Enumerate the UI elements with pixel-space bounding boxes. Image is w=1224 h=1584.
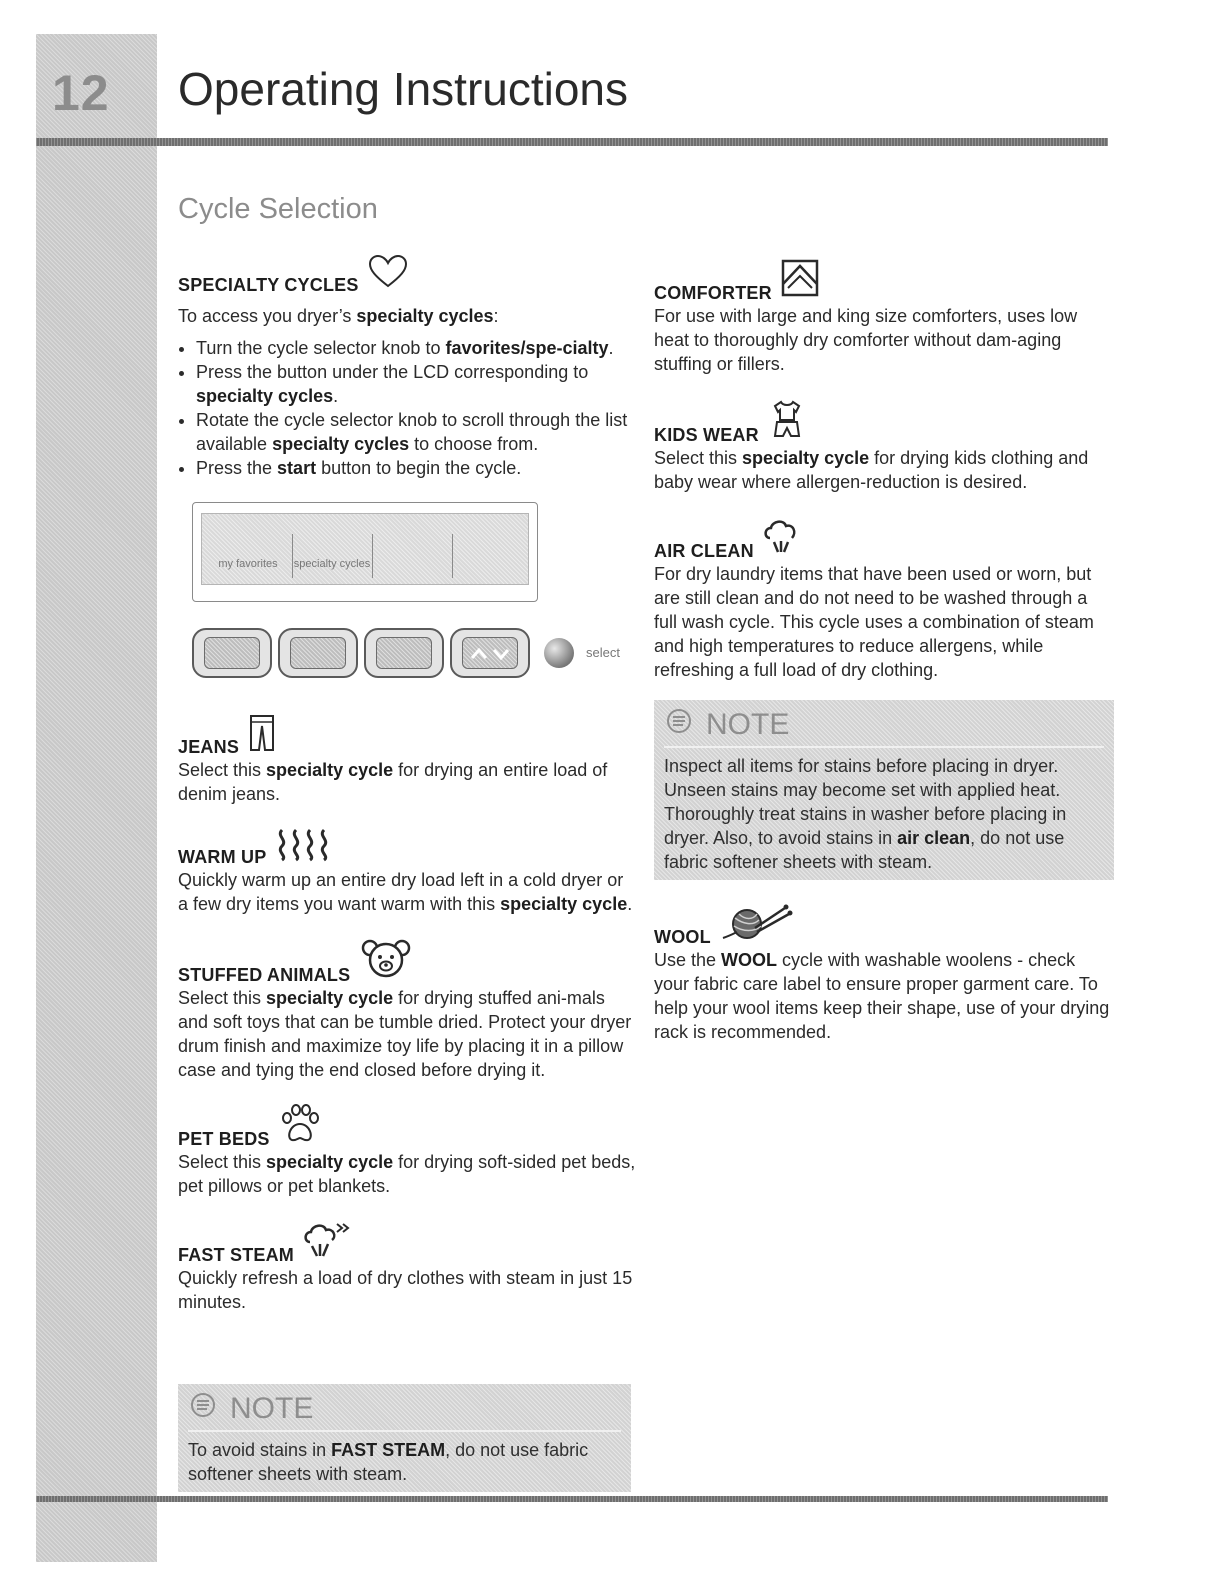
cycle-comforter: COMFORTER For use with large and king size comforters, uses low heat to thoroughly dry comforter without dam-aging stuffing or fillers. <box>654 258 1114 376</box>
note-title: NOTE <box>706 708 790 741</box>
lcd-display <box>201 513 529 585</box>
baby-clothes-icon <box>767 398 807 446</box>
note-box-stains: NOTE Inspect all items for stains before placing in dryer. Unseen stains may become set with applied heat. Thoroughly treat stains in washer before placing in dryer. Also, to avoid stains in air clean, do not use fabric softener sheets with steam. <box>654 700 1114 880</box>
lcd-label-my-favorites: my favorites <box>218 558 278 570</box>
cycle-stuffed-animals: STUFFED ANIMALS Select this specialty cycle for drying stuffed ani-mals and soft toys that can be tumble dried. Protect your dryer drum finish and maximize toy life by placing it in a pillow case and tying the end closed before drying it. <box>178 938 638 1082</box>
footer-rule <box>36 1496 1108 1502</box>
note-title: NOTE <box>230 1392 314 1425</box>
cycle-stuffed-animals-title: STUFFED ANIMALS <box>178 965 351 985</box>
specialty-intro: To access you dryer’s specialty cycles: <box>178 306 499 326</box>
comforter-icon <box>780 258 820 304</box>
select-knob-icon <box>544 638 574 668</box>
cycle-wool: WOOL Use the WOOL cycle with washable woolens - check your fabric care label to ensure proper garment care. To help your wool items keep their shape, use of your drying rack is recommended. <box>654 902 1114 1044</box>
left-column <box>178 254 638 1314</box>
cycle-pet-beds: PET BEDS Select this specialty cycle for drying soft-sided pet beds, pet pillows or pet blankets. <box>178 1104 638 1198</box>
lcd-label-specialty-cycles: specialty cycles <box>293 558 371 570</box>
cycle-warm-up: WARM UP Quickly warm up an entire dry load left in a cold dryer or a few dry items you want warm with this specialty cycle. <box>178 828 638 916</box>
note-icon <box>664 706 694 744</box>
note-box-fast-steam: NOTE To avoid stains in FAST STEAM, do not use fabric softener sheets with steam. <box>178 1384 631 1492</box>
paw-print-icon <box>278 1104 322 1150</box>
right-column <box>654 258 1114 1044</box>
cycle-fast-steam-title: FAST STEAM <box>178 1245 295 1265</box>
cycle-jeans-title: JEANS <box>178 737 240 757</box>
specialty-steps-list <box>178 336 638 480</box>
cycle-kids-wear-title: KIDS WEAR <box>654 425 759 445</box>
header-rule <box>36 138 1108 146</box>
control-panel-illustration <box>192 502 538 602</box>
cycle-kids-wear: KIDS WEAR Select this specialty cycle for drying kids clothing and baby wear where allergen-reduction is desired. <box>654 398 1114 494</box>
cycle-fast-steam: FAST STEAM Quickly refresh a load of dry clothes with steam in just 15 minutes. <box>178 1220 638 1314</box>
panel-button-1 <box>192 628 272 678</box>
panel-button-2 <box>278 628 358 678</box>
hardware-buttons-row <box>192 628 638 678</box>
section-title: Cycle Selection <box>178 193 378 225</box>
panel-button-arrows <box>450 628 530 678</box>
fast-steam-icon <box>302 1220 352 1266</box>
list-item: • Turn the cycle selector knob to favorites/spe-cialty. <box>196 336 638 360</box>
list-item: • Press the button under the LCD corresponding to specialty cycles. <box>196 360 638 408</box>
teddy-bear-icon <box>358 938 414 986</box>
cycle-air-clean-title: AIR CLEAN <box>654 541 754 561</box>
list-item: • Press the start button to begin the cycle. <box>196 456 638 480</box>
cycle-pet-beds-title: PET BEDS <box>178 1129 270 1149</box>
select-label: select <box>586 645 620 660</box>
heat-waves-icon <box>274 828 336 868</box>
cycle-air-clean: AIR CLEAN For dry laundry items that have been used or worn, but are still clean and do not need to be washed through a full wash cycle. This cycle uses a combination of steam and high temperatures to reduce allergens, while refreshing a full load of dry clothing. <box>654 516 1114 682</box>
page-title: Operating Instructions <box>178 63 629 115</box>
heart-icon <box>367 254 409 296</box>
page-number: 12 <box>52 65 110 121</box>
cycle-jeans: JEANS Select this specialty cycle for drying an entire load of denim jeans. <box>178 714 638 806</box>
list-item: • Rotate the cycle selector knob to scroll through the list available specialty cycles to choose from. <box>196 408 638 456</box>
cycle-warm-up-title: WARM UP <box>178 847 267 867</box>
yarn-ball-icon <box>719 902 793 948</box>
cycle-wool-title: WOOL <box>654 927 711 947</box>
panel-button-3 <box>364 628 444 678</box>
page-sidebar-band <box>36 34 157 1562</box>
air-clean-steam-icon <box>762 516 802 562</box>
note-icon <box>188 1390 218 1428</box>
jeans-icon <box>247 714 277 758</box>
cycle-comforter-title: COMFORTER <box>654 283 772 303</box>
specialty-cycles-heading: SPECIALTY CYCLES <box>178 254 638 296</box>
